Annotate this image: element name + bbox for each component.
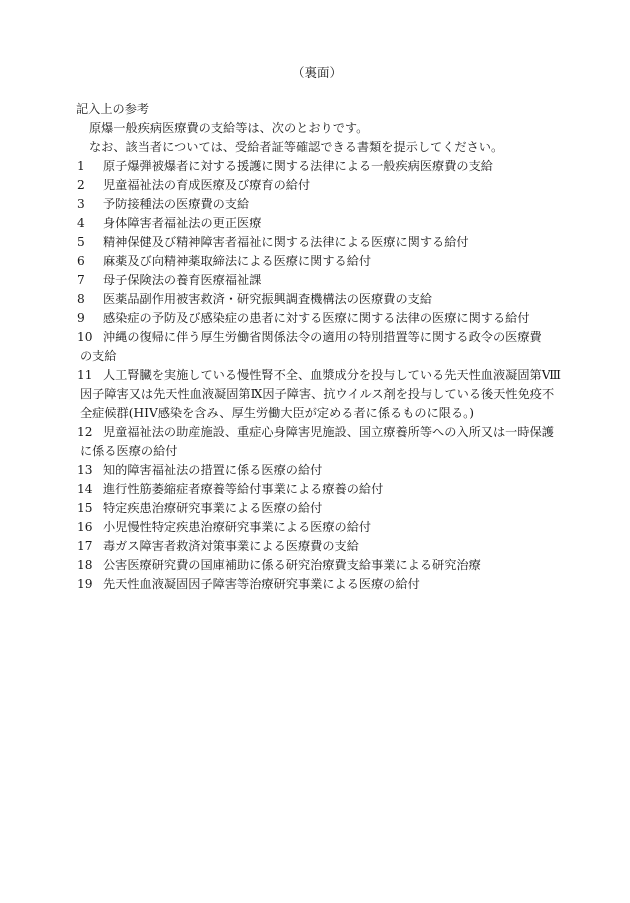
item-number: 8 bbox=[77, 292, 85, 306]
item-text bbox=[103, 271, 554, 290]
item-text bbox=[103, 309, 554, 328]
notes-item bbox=[76, 328, 554, 366]
notes-item bbox=[76, 271, 554, 290]
notes-item bbox=[76, 176, 554, 195]
notes-item bbox=[76, 556, 554, 575]
notes-item bbox=[76, 461, 554, 480]
item-text-line: 身体障害者福祉法の更正医療 bbox=[103, 216, 262, 230]
item-number: 17 bbox=[77, 539, 93, 553]
item-text-line: 感染症の予防及び感染症の患者に対する医療に関する法律の医療に関する給付 bbox=[103, 311, 530, 325]
notes-item bbox=[76, 233, 554, 252]
item-text bbox=[103, 195, 554, 214]
item-number: 9 bbox=[77, 311, 85, 325]
item-number: 12 bbox=[77, 425, 93, 439]
item-text-line: 進行性筋萎縮症者療養等給付事業による療養の給付 bbox=[103, 482, 384, 496]
item-text-line: 児童福祉法の育成医療及び療育の給付 bbox=[103, 178, 311, 192]
item-number: 2 bbox=[77, 178, 85, 192]
item-text-line: 精神保健及び精神障害者福祉に関する法律による医療に関する給付 bbox=[103, 235, 469, 249]
notes-item bbox=[76, 423, 554, 461]
item-text bbox=[103, 461, 554, 480]
item-text bbox=[103, 537, 554, 556]
notes-item-list bbox=[76, 157, 561, 594]
notes-item bbox=[76, 480, 554, 499]
item-text-line: 予防接種法の医療費の支給 bbox=[103, 197, 250, 211]
item-text bbox=[103, 290, 554, 309]
item-text bbox=[103, 233, 554, 252]
item-number: 15 bbox=[77, 501, 93, 515]
item-text bbox=[103, 556, 554, 575]
item-text-line: 原子爆弾被爆者に対する援護に関する法律による一般疾病医療費の支給 bbox=[103, 159, 493, 173]
item-text bbox=[103, 575, 554, 594]
item-text-line: 先天性血液凝固因子障害等治療研究事業による医療の給付 bbox=[103, 577, 420, 591]
item-text-line: 特定疾患治療研究事業による医療の給付 bbox=[103, 501, 323, 515]
item-number: 6 bbox=[77, 254, 85, 268]
item-text-line: 公害医療研究費の国庫補助に係る研究治療費支給事業による研究治療 bbox=[103, 558, 481, 572]
notes-title: 記入上の参考 bbox=[76, 102, 150, 116]
notes-item bbox=[76, 252, 554, 271]
item-text-line: 小児慢性特定疾患治療研究事業による医療の給付 bbox=[103, 520, 372, 534]
item-text-line: の支給 bbox=[80, 349, 117, 363]
notes-item bbox=[76, 575, 554, 594]
notes-item bbox=[76, 499, 554, 518]
notes-item bbox=[76, 290, 554, 309]
intro-line-1: 原爆一般疾病医療費の支給等は、次のとおりです。 bbox=[89, 121, 369, 135]
item-text-line: 母子保険法の養育医療福祉課 bbox=[103, 273, 262, 287]
item-text-line: 児童福祉法の助産施設、重症心身障害児施設、国立療養所等への入所又は一時保護 bbox=[103, 425, 554, 439]
item-text bbox=[103, 176, 554, 195]
item-number: 11 bbox=[77, 368, 93, 382]
item-number: 5 bbox=[77, 235, 85, 249]
item-text bbox=[103, 214, 554, 233]
notes-section bbox=[76, 100, 561, 594]
item-text-line: 人工腎臓を実施している慢性腎不全、血漿成分を投与している先天性血液凝固第Ⅷ bbox=[103, 368, 561, 382]
notes-item bbox=[76, 518, 554, 537]
notes-item bbox=[76, 537, 554, 556]
item-number: 13 bbox=[77, 463, 93, 477]
item-text-line: 知的障害福祉法の措置に係る医療の給付 bbox=[103, 463, 323, 477]
item-number: 19 bbox=[77, 577, 93, 591]
item-number: 3 bbox=[77, 197, 85, 211]
notes-item bbox=[76, 366, 561, 423]
item-text bbox=[103, 157, 554, 176]
item-text-line: 医薬品副作用被害救済・研究振興調査機構法の医療費の支給 bbox=[103, 292, 433, 306]
notes-item bbox=[76, 157, 554, 176]
item-text bbox=[103, 252, 554, 271]
item-number: 16 bbox=[77, 520, 93, 534]
item-number: 10 bbox=[77, 330, 93, 344]
item-text bbox=[103, 480, 554, 499]
item-number: 14 bbox=[77, 482, 93, 496]
item-text-line: 因子障害又は先天性血液凝固第Ⅸ因子障害、抗ウイルス剤を投与している後天性免疫不 bbox=[80, 387, 555, 401]
page-side-label: （裏面） bbox=[291, 65, 342, 80]
item-number: 4 bbox=[77, 216, 85, 230]
item-text-line: 全症候群(HIV感染を含み、厚生労働大臣が定める者に係るものに限る。) bbox=[80, 406, 475, 420]
item-number: 7 bbox=[77, 273, 85, 287]
item-text-line: 沖縄の復帰に伴う厚生労働省関係法令の適用の特別措置等に関する政令の医療費 bbox=[103, 330, 542, 344]
notes-item bbox=[76, 309, 554, 328]
notes-item bbox=[76, 214, 554, 233]
item-text-line: 毒ガス障害者救済対策事業による医療費の支給 bbox=[103, 539, 359, 553]
item-number: 1 bbox=[77, 159, 85, 173]
intro-line-2: なお、該当者については、受給者証等確認できる書類を提示してください。 bbox=[89, 140, 504, 154]
item-text-line: 麻薬及び向精神薬取締法による医療に関する給付 bbox=[103, 254, 372, 268]
notes-item bbox=[76, 195, 554, 214]
item-text bbox=[103, 518, 554, 537]
item-number: 18 bbox=[77, 558, 93, 572]
item-text bbox=[103, 499, 554, 518]
item-text-line: に係る医療の給付 bbox=[80, 444, 178, 458]
